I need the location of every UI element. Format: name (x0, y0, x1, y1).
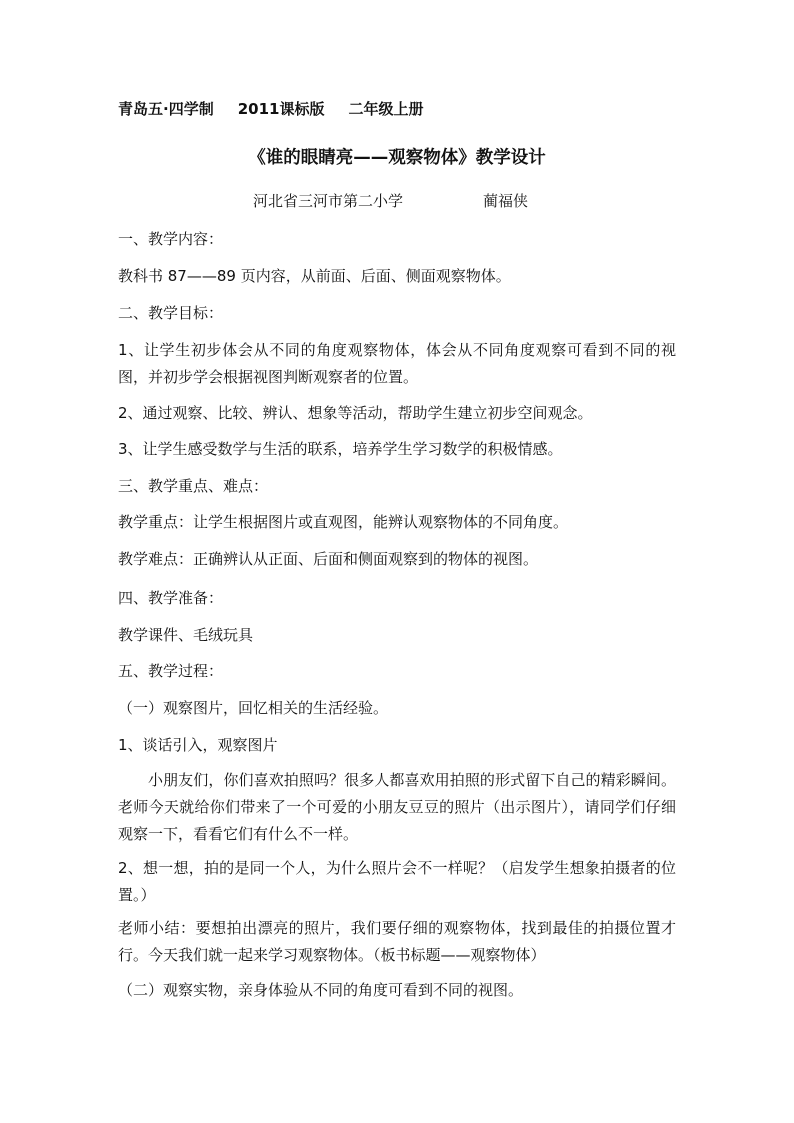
publisher-label: 青岛五·四学制 (118, 100, 214, 118)
teacher-summary: 老师小结：要想拍出漂亮的照片，我们要仔细的观察物体，找到最佳的拍摄位置才行。今天我们就一起来学习观察物体。（板书标题——观察物体） (118, 919, 676, 964)
section-heading-preparation: 四、教学准备： (118, 589, 224, 607)
edition-label: 2011课标版 (237, 100, 325, 118)
author-name: 蔺福侠 (483, 192, 529, 210)
author-line (253, 190, 528, 211)
grade-label: 二年级上册 (348, 100, 424, 118)
section-heading-goals: 二、教学目标： (118, 304, 224, 322)
process-step-2: 2、想一想，拍的是同一个人，为什么照片会不一样呢？（启发学生想象拍摄者的位置。） (118, 859, 676, 904)
school-name: 河北省三河市第二小学 (253, 192, 404, 210)
document-header (118, 98, 423, 119)
difficulty-point: 教学难点：正确辨认从正面、后面和侧面观察到的物体的视图。 (118, 550, 539, 568)
goal-2: 2、通过观察、比较、辨认、想象等活动，帮助学生建立初步空间观念。 (118, 404, 593, 422)
process-paragraph-1: 小朋友们，你们喜欢拍照吗？很多人都喜欢用拍照的形式留下自己的精彩瞬间。老师今天就给你们带来了一个可爱的小朋友豆豆的照片（出示图片），请同学们仔细观察一下，看看它们有什么不一样。 (118, 771, 676, 843)
section-heading-process: 五、教学过程： (118, 662, 224, 680)
process-step-1: 1、谈话引入，观察图片 (118, 736, 278, 754)
document-title: 《谁的眼睛亮——观察物体》教学设计 (248, 148, 546, 168)
content-text: 教科书 87——89 页内容，从前面、后面、侧面观察物体。 (118, 267, 511, 285)
process-part-2: （二）观察实物，亲身体验从不同的角度可看到不同的视图。 (118, 981, 524, 999)
section-heading-content: 一、教学内容： (118, 230, 224, 248)
key-point: 教学重点：让学生根据图片或直观图，能辨认观察物体的不同角度。 (118, 513, 569, 531)
goal-1: 1、让学生初步体会从不同的角度观察物体，体会从不同角度观察可看到不同的视图，并初步学会根据视图判断观察者的位置。 (118, 341, 676, 386)
goal-3: 3、让学生感受数学与生活的联系，培养学生学习数学的积极情感。 (118, 440, 563, 458)
process-part-1: （一）观察图片，回忆相关的生活经验。 (118, 699, 389, 717)
section-heading-key-points: 三、教学重点、难点： (118, 477, 269, 495)
preparation-text: 教学课件、毛绒玩具 (118, 626, 254, 644)
